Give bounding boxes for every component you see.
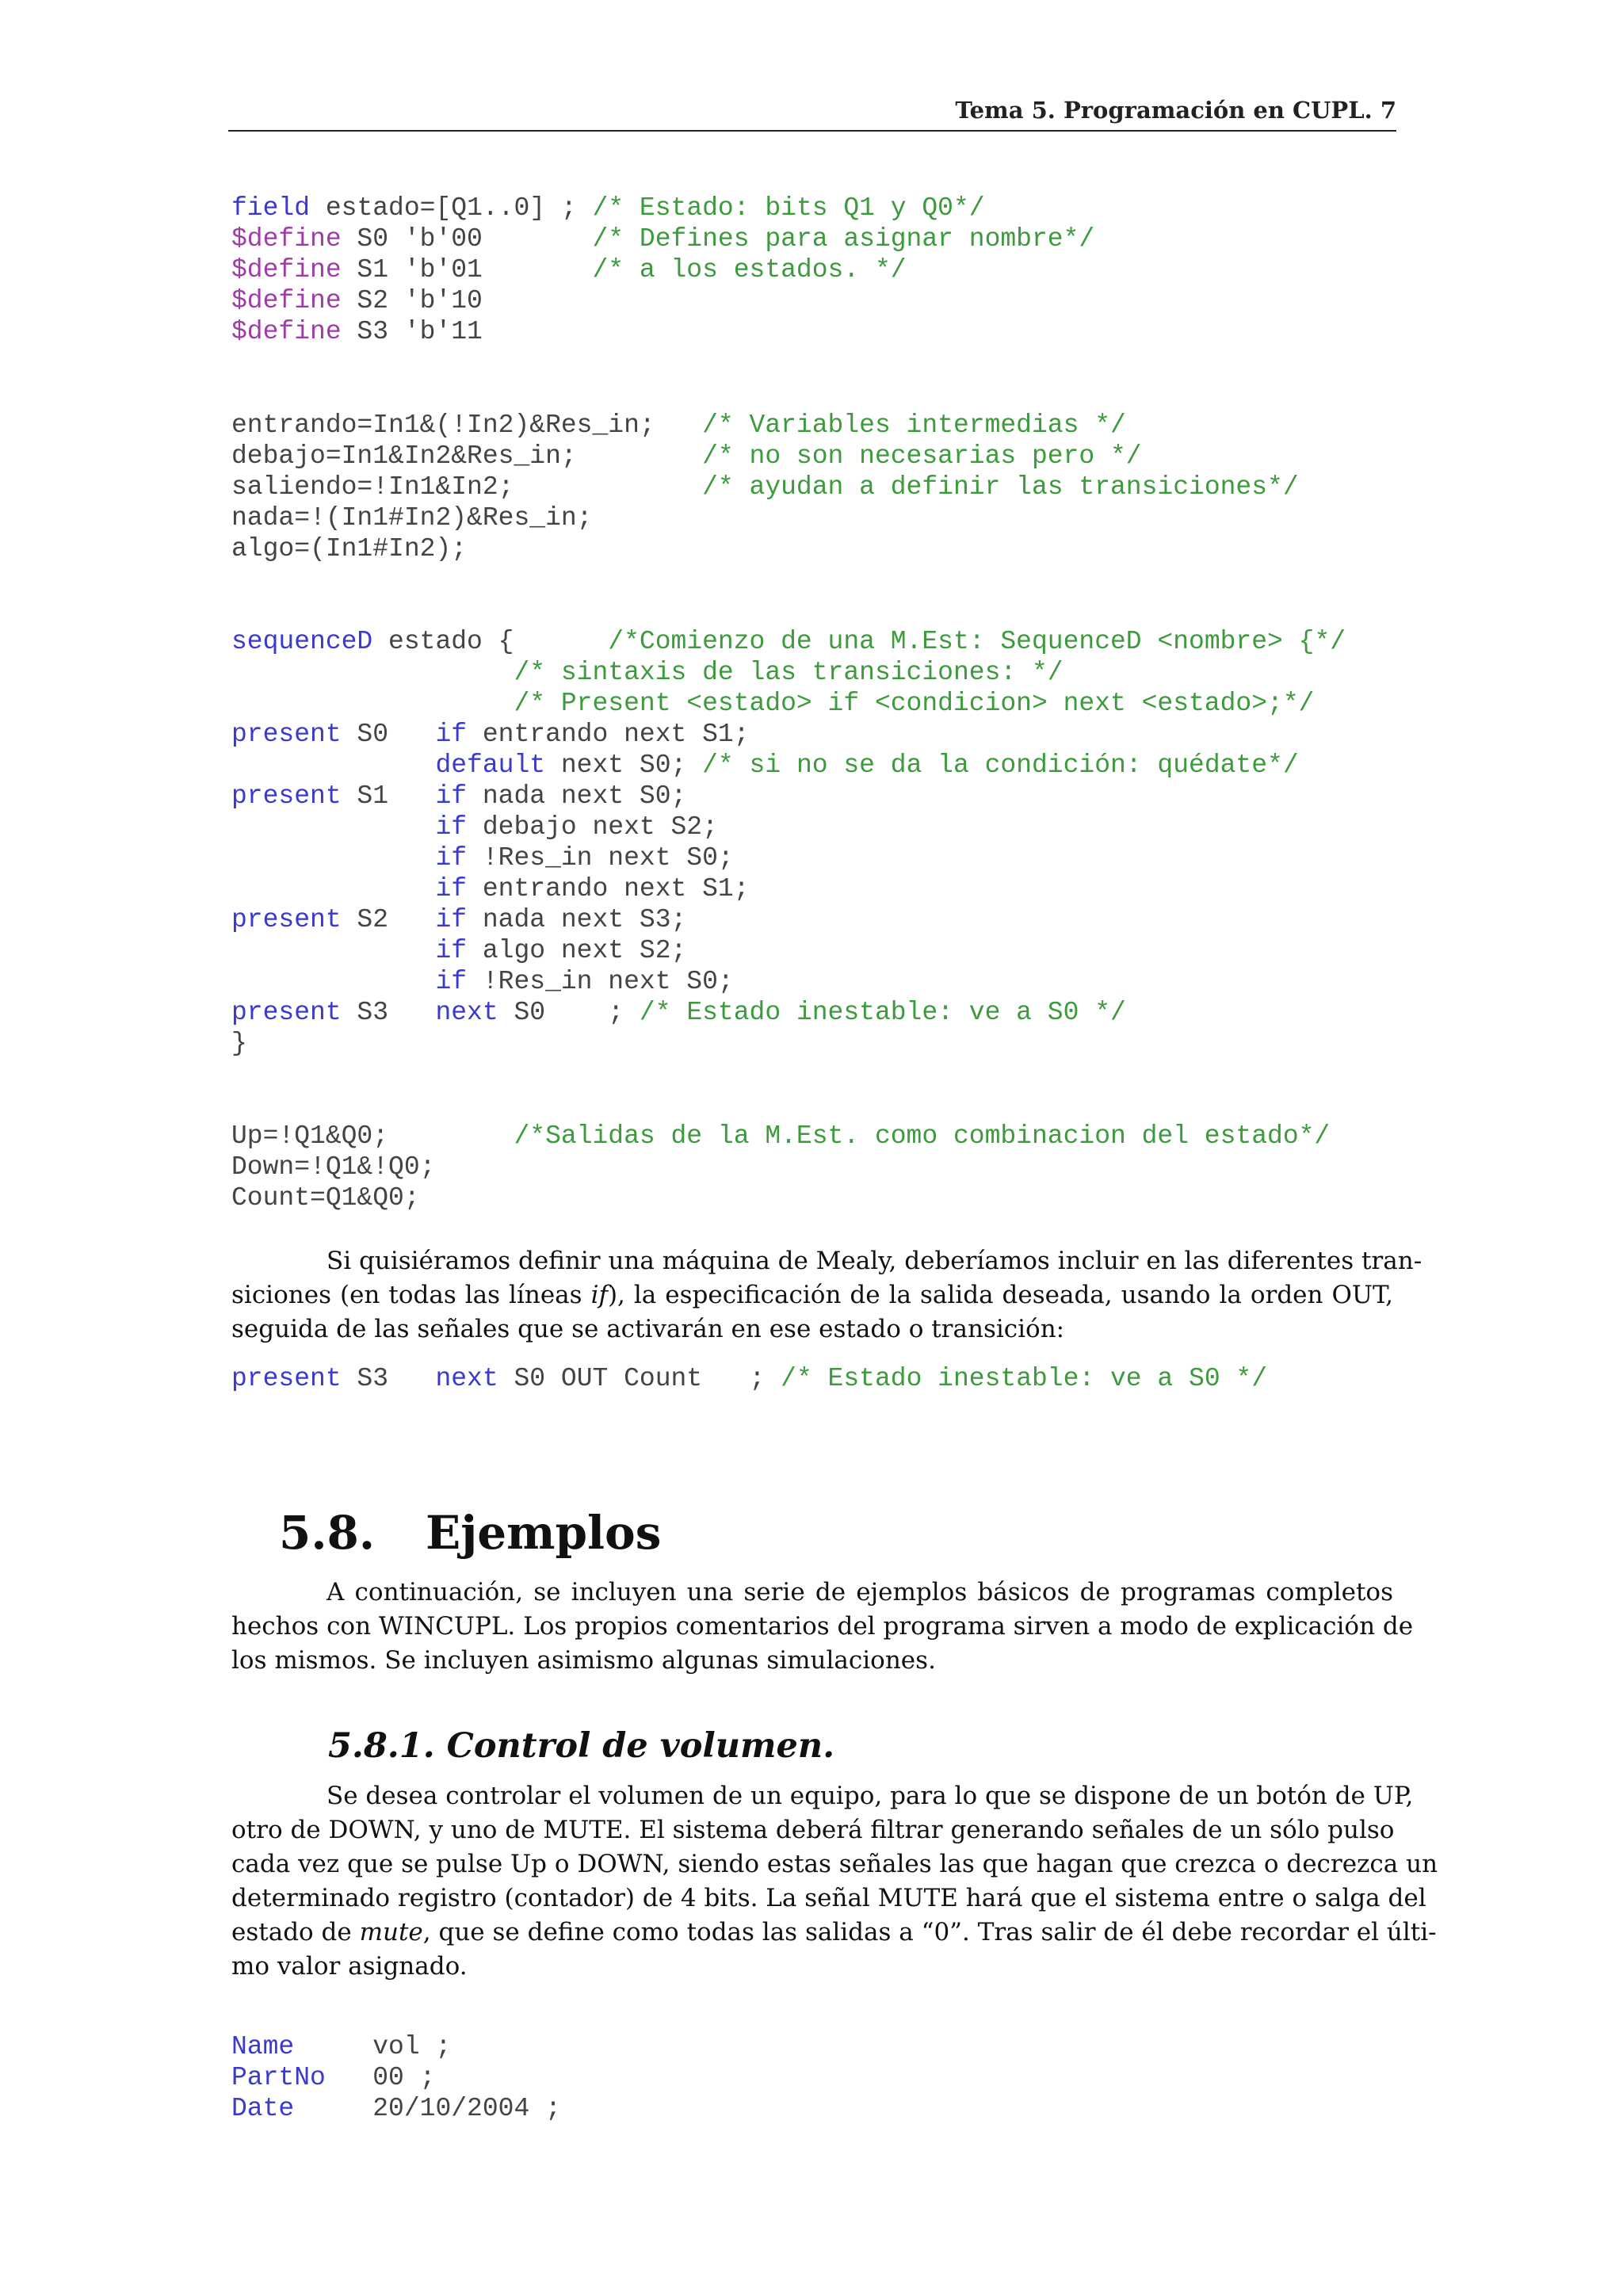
code-line: [231, 472, 1299, 502]
code-text: nada next S0;: [467, 781, 687, 811]
code-text: [231, 751, 435, 780]
code-line: [231, 935, 1346, 966]
code-text: next S0;: [545, 751, 703, 780]
subsection-heading: 5.8.1. Control de volumen.: [328, 1726, 835, 1766]
code-keyword: $define: [231, 286, 342, 315]
text-line: determinado registro (contador) de 4 bits. La señal MUTE hará que el sistema entre o salga del: [231, 1884, 1426, 1912]
code-text: Count=Q1&Q0;: [231, 1183, 420, 1213]
code-line: [231, 842, 1346, 873]
code-keyword: if: [435, 874, 468, 904]
code-line: [231, 533, 1299, 564]
code-keyword: field: [231, 193, 311, 223]
code-line: [231, 2031, 561, 2062]
code-line: [231, 997, 1346, 1028]
code-line: [231, 502, 1299, 533]
code-block-state-machine: [231, 626, 1346, 1059]
code-line: [231, 626, 1346, 657]
code-comment: /* Estado inestable: ve a S0 */: [639, 998, 1126, 1027]
code-line: [231, 1182, 1330, 1213]
code-keyword: present: [231, 781, 342, 811]
code-line: [231, 657, 1346, 688]
code-keyword: $define: [231, 255, 342, 285]
code-keyword: present: [231, 1364, 342, 1393]
code-line: [231, 285, 1094, 316]
code-text: vol ;: [294, 2032, 452, 2061]
code-keyword: if: [435, 967, 468, 996]
code-block-mealy-example: [231, 1363, 1267, 1394]
code-line: [231, 688, 1346, 719]
code-line: [231, 1028, 1346, 1059]
code-text: S2 'b'10: [341, 286, 483, 315]
code-keyword: if: [435, 936, 468, 965]
code-line: [231, 781, 1346, 812]
code-text: S3 'b'11: [341, 317, 483, 346]
code-keyword: $define: [231, 317, 342, 346]
code-text: S0: [341, 720, 436, 749]
code-text: S3: [341, 998, 436, 1027]
code-comment: /* si no se da la condición: quédate*/: [702, 751, 1299, 780]
text-line: seguida de las señales que se activarán en ese estado o transición:: [231, 1315, 1065, 1343]
paragraph-mealy: [231, 1244, 1423, 1347]
code-line: [231, 1363, 1267, 1394]
section-title: Ejemplos: [426, 1506, 662, 1560]
code-keyword: PartNo: [231, 2063, 326, 2092]
code-block-intermediate-variables: [231, 410, 1299, 564]
code-line: [231, 2093, 561, 2124]
code-keyword: $define: [231, 224, 342, 254]
code-text: debajo=In1&In2&Res_in;: [231, 441, 703, 471]
code-text: entrando next S1;: [467, 874, 750, 904]
code-line: [231, 966, 1346, 997]
code-line: [231, 1152, 1330, 1182]
text-line: otro de DOWN, y uno de MUTE. El sistema deberá filtrar generando señales de un sólo pulso: [231, 1816, 1395, 1844]
code-keyword: if: [435, 720, 468, 749]
code-block-header-fields: [231, 2031, 561, 2124]
code-keyword: sequenceD: [231, 627, 373, 656]
code-text: entrando next S1;: [467, 720, 750, 749]
section-number: 5.8.: [279, 1506, 376, 1560]
code-block-outputs: [231, 1121, 1330, 1213]
code-text: !Res_in next S0;: [467, 843, 734, 873]
code-comment: /* Estado inestable: ve a S0 */: [781, 1364, 1268, 1393]
code-line: [231, 812, 1346, 842]
text-line: estado de mute, que se define como todas las salidas a “0”. Tras salir de él debe recordar el últi-: [231, 1918, 1437, 1946]
paragraph-ejemplos: [231, 1576, 1414, 1678]
text-line: Si quisiéramos definir una máquina de Mealy, deberíamos incluir en las diferentes tran-: [327, 1247, 1423, 1275]
code-text: [231, 812, 435, 842]
code-text: [231, 658, 514, 687]
code-text: algo next S2;: [467, 936, 687, 965]
code-keyword: next: [435, 1364, 498, 1393]
code-text: 00 ;: [325, 2063, 436, 2092]
code-text: S0 ;: [498, 998, 640, 1027]
code-text: S3: [341, 1364, 436, 1393]
code-comment: /* ayudan a definir las transiciones*/: [702, 472, 1299, 502]
code-text: estado=[Q1..0] ;: [310, 193, 593, 223]
code-keyword: present: [231, 905, 342, 934]
code-text: nada=!(In1#In2)&Res_in;: [231, 503, 593, 533]
code-text: Up=!Q1&Q0;: [231, 1121, 514, 1151]
code-text: [231, 874, 435, 904]
code-text: [231, 689, 514, 718]
code-line: [231, 316, 1094, 347]
code-text: S0 OUT Count ;: [498, 1364, 781, 1393]
code-keyword: default: [435, 751, 546, 780]
code-text: S1 'b'01: [341, 255, 593, 285]
code-keyword: if: [435, 843, 468, 873]
code-block-state-defines: [231, 193, 1094, 347]
code-text: [231, 936, 435, 965]
paragraph-volumen: [231, 1779, 1438, 1984]
text-line: A continuación, se incluyen una serie de ejemplos básicos de programas completos: [327, 1578, 1393, 1606]
code-text: [231, 967, 435, 996]
code-keyword: if: [435, 905, 468, 934]
code-comment: /* a los estados. */: [592, 255, 907, 285]
code-keyword: present: [231, 720, 342, 749]
code-line: [231, 750, 1346, 781]
code-text: Down=!Q1&!Q0;: [231, 1152, 436, 1182]
text-line: hechos con WINCUPL. Los propios comentarios del programa sirven a modo de explicación de: [231, 1612, 1414, 1641]
section-heading: [279, 1506, 661, 1560]
running-title: Tema 5. Programación en CUPL. 7: [955, 97, 1396, 124]
code-comment: /* Present <estado> if <condicion> next <estado>;*/: [514, 689, 1315, 718]
code-text: S0 'b'00: [341, 224, 593, 254]
code-keyword: if: [435, 781, 468, 811]
text-line: Se desea controlar el volumen de un equipo, para lo que se dispone de un botón de UP,: [327, 1782, 1414, 1810]
code-text: debajo next S2;: [467, 812, 718, 842]
text-line: los mismos. Se incluyen asimismo algunas simulaciones.: [231, 1646, 936, 1675]
code-line: [231, 904, 1346, 935]
code-text: }: [231, 1029, 247, 1058]
code-text: S1: [341, 781, 436, 811]
code-text: algo=(In1#In2);: [231, 534, 468, 563]
code-line: [231, 1121, 1330, 1152]
code-text: estado {: [372, 627, 609, 656]
code-text: 20/10/2004 ;: [294, 2094, 561, 2123]
code-comment: /*Salidas de la M.Est. como combinacion del estado*/: [514, 1121, 1331, 1151]
page-header: [228, 95, 1396, 132]
code-text: entrando=In1&(!In2)&Res_in;: [231, 411, 703, 440]
code-line: [231, 223, 1094, 254]
code-line: [231, 254, 1094, 285]
code-keyword: next: [435, 998, 498, 1027]
code-line: [231, 719, 1346, 750]
code-comment: /* Variables intermedias */: [702, 411, 1126, 440]
code-text: saliendo=!In1&In2;: [231, 472, 703, 502]
code-line: [231, 441, 1299, 472]
code-line: [231, 873, 1346, 904]
code-text: !Res_in next S0;: [467, 967, 734, 996]
code-comment: /* sintaxis de las transiciones: */: [514, 658, 1064, 687]
code-line: [231, 2062, 561, 2093]
code-comment: /* no son necesarias pero */: [702, 441, 1142, 471]
text-line: mo valor asignado.: [231, 1952, 468, 1981]
code-line: [231, 410, 1299, 441]
code-text: nada next S3;: [467, 905, 687, 934]
code-comment: /* Estado: bits Q1 y Q0*/: [592, 193, 985, 223]
text-line: cada vez que se pulse Up o DOWN, siendo estas señales las que hagan que crezca o decrezca un: [231, 1850, 1438, 1878]
code-comment: /*Comienzo de una M.Est: SequenceD <nombre> {*/: [608, 627, 1346, 656]
code-keyword: if: [435, 812, 468, 842]
text-line: siciones (en todas las líneas if), la especificación de la salida deseada, usando la orden OUT,: [231, 1281, 1393, 1309]
code-comment: /* Defines para asignar nombre*/: [592, 224, 1095, 254]
code-keyword: Name: [231, 2032, 295, 2061]
code-line: [231, 193, 1094, 223]
code-text: S2: [341, 905, 436, 934]
code-keyword: present: [231, 998, 342, 1027]
code-text: [231, 843, 435, 873]
code-keyword: Date: [231, 2094, 295, 2123]
